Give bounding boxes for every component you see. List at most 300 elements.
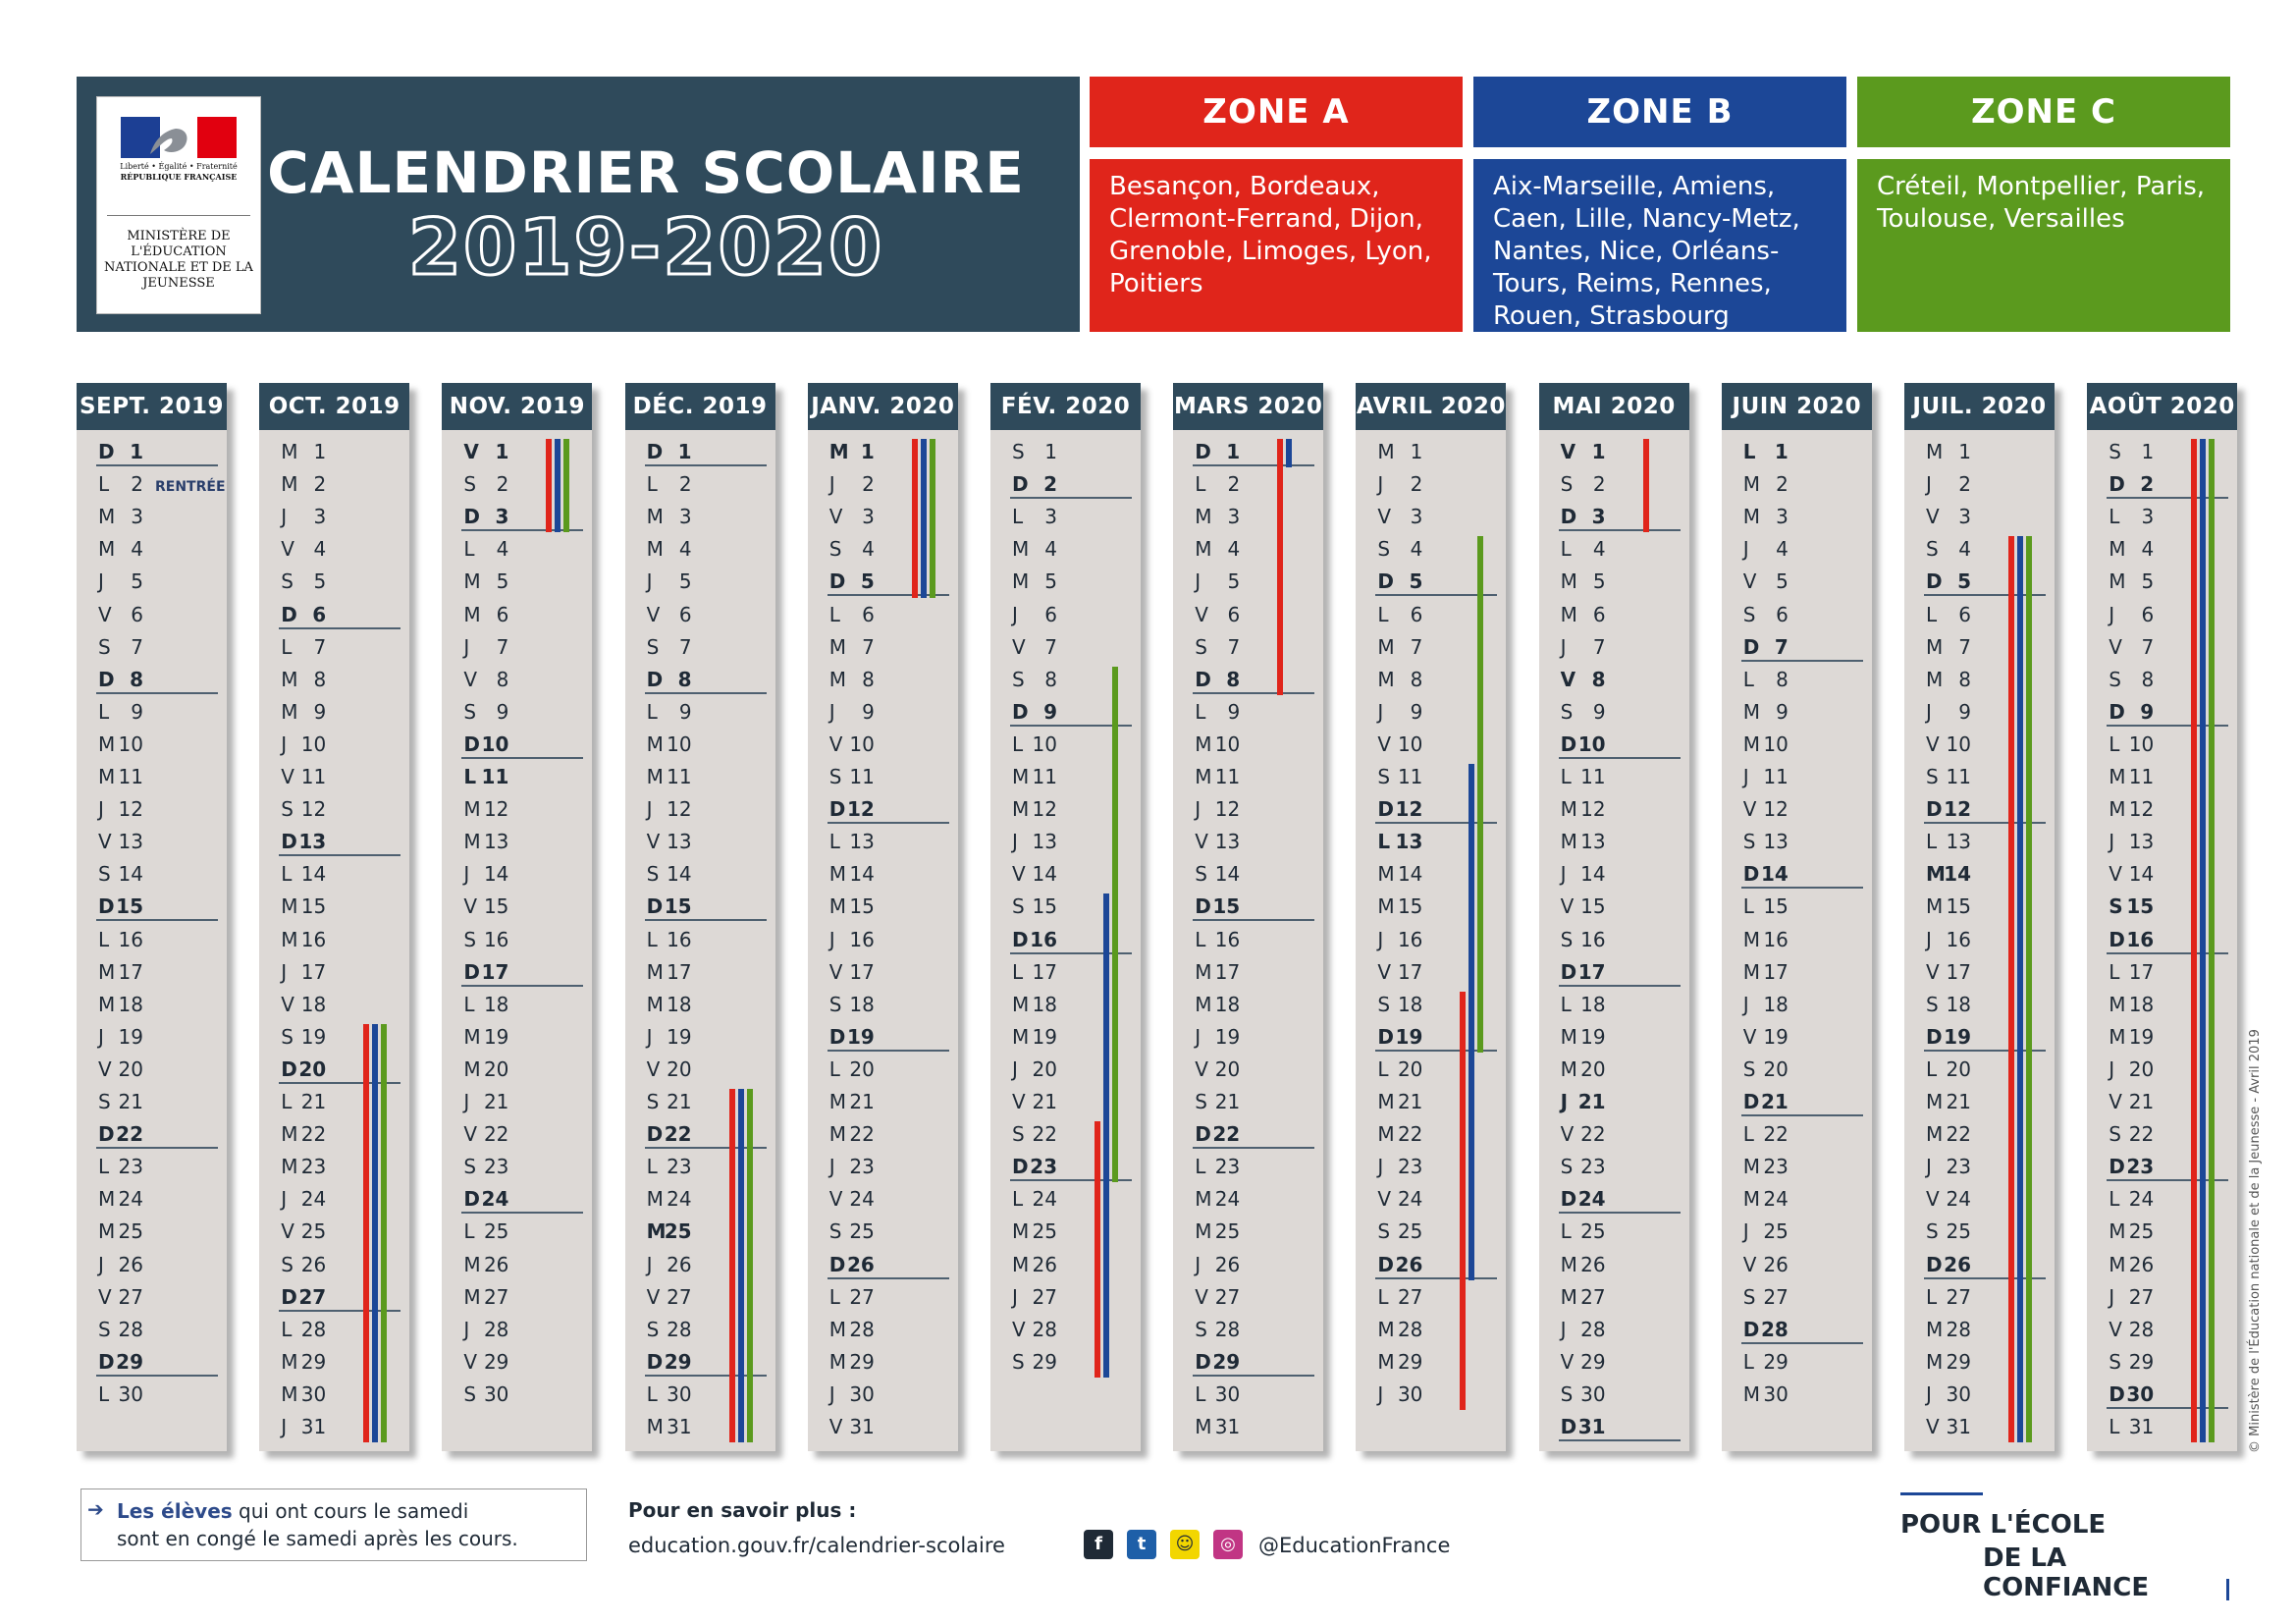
day-row [281,534,326,564]
day-number: 21 [1946,1090,1971,1113]
weekday-letter: L [828,602,840,626]
day-row [2109,1412,2154,1441]
day-number: 8 [677,667,692,691]
week-separator [1193,1375,1314,1377]
weekday-letter: M [1742,959,1761,984]
day-row [1195,1282,1240,1312]
day-row [1561,1412,1606,1441]
day-row [463,534,508,564]
holiday-bar-zone-b [555,439,561,532]
day-number: 22 [1397,1122,1423,1147]
day-row [647,730,692,759]
weekday-letter: M [646,1219,667,1244]
day-number: 29 [1763,1349,1789,1374]
weekday-letter: V [1560,894,1575,919]
weekday-letter: M [1012,537,1030,562]
day-row [98,827,143,856]
weekday-letter: V [828,505,843,529]
day-number: 1 [677,440,692,463]
weekday-letter: S [1742,602,1756,626]
weekday-letter: J [1012,830,1018,854]
day-number: 19 [1763,1024,1789,1049]
day-row [1743,730,1789,759]
weekday-letter: V [463,894,478,919]
weekday-letter: V [646,1284,661,1309]
day-row [281,794,326,824]
day-row [1377,1022,1422,1052]
day-row [1377,762,1422,791]
week-separator [461,757,583,759]
day-number: 20 [1214,1056,1241,1081]
day-number: 30 [1763,1381,1789,1406]
day-row [1012,1184,1057,1214]
day-number: 5 [131,569,143,594]
day-number: 13 [118,830,143,854]
day-number: 7 [1774,634,1789,659]
weekday-letter: S [1742,1056,1756,1081]
day-row [2109,1184,2154,1214]
weekday-letter: J [1560,634,1567,659]
weekday-letter: L [1926,1284,1938,1309]
weekday-letter: J [1012,1056,1018,1081]
day-row [2109,437,2154,466]
day-number: 14 [1032,862,1057,887]
day-number: 20 [667,1056,692,1081]
day-number: 27 [849,1284,875,1309]
holiday-bar-zone-c [1112,667,1118,1183]
weekday-letter: V [828,731,843,756]
weekday-letter: S [98,862,111,887]
day-number: 20 [1397,1056,1423,1081]
day-row [829,1184,875,1214]
weekday-letter: D [98,440,115,463]
day-number: 15 [1397,894,1423,919]
day-row [281,1412,326,1441]
weekday-letter: L [1377,830,1391,854]
snapchat-icon[interactable]: ☺ [1170,1530,1200,1559]
weekday-letter: M [1377,894,1395,919]
day-row [1195,827,1240,856]
weekday-letter: J [281,1415,288,1438]
day-row [1377,437,1422,466]
day-number: 18 [849,992,875,1016]
weekday-letter: V [1742,1252,1757,1276]
weekday-letter: L [1560,537,1572,562]
day-row [2109,1022,2154,1052]
weekday-letter: V [1742,1024,1757,1049]
weekday-letter: S [646,1090,660,1113]
day-row [1743,1217,1789,1246]
day-number: 5 [860,569,875,594]
weekday-letter: S [98,1090,111,1113]
day-row [2109,762,2154,791]
day-row [2109,990,2154,1019]
weekday-letter: M [2109,1252,2126,1276]
day-number: 15 [1580,894,1606,919]
day-row [1195,567,1240,596]
day-number: 7 [496,634,509,659]
day-number: 22 [1763,1122,1789,1147]
weekday-letter: M [1560,602,1577,626]
weekday-letter: S [1926,992,1939,1016]
day-number: 2 [313,472,327,497]
weekday-letter: M [828,667,847,691]
day-number: 26 [483,1252,509,1276]
holiday-bar-zone-c [747,1089,753,1442]
day-row [1926,1087,1971,1116]
ministry-name: MINISTÈRE DE L'ÉDUCATION NATIONALE ET DE LA JEUNESSE [104,229,253,291]
day-number: 7 [1958,634,1971,659]
day-row [1012,632,1057,662]
day-row [98,665,143,694]
day-number: 5 [1957,569,1971,594]
weekday-letter: S [463,927,477,951]
weekday-letter: L [1377,602,1389,626]
day-row [1195,794,1240,824]
weekday-letter: L [1195,1381,1206,1406]
day-row [98,567,143,596]
day-number: 6 [1044,602,1057,626]
weekday-letter: M [98,959,116,984]
month-header: NOV. 2019 [442,383,592,430]
week-separator [461,985,583,987]
day-row [98,1315,143,1344]
day-row [2109,794,2154,824]
day-number: 18 [667,992,692,1016]
day-row [98,437,143,466]
day-number: 12 [1214,797,1241,822]
weekday-letter: V [281,537,294,562]
weekday-letter: M [463,797,481,822]
day-number: 25 [1214,1219,1241,1244]
weekday-letter: V [281,992,294,1016]
weekday-letter: S [2109,1122,2121,1147]
day-number: 27 [2128,1284,2155,1309]
day-row [1743,1380,1789,1409]
day-row [829,957,875,987]
day-row [1377,1347,1422,1377]
day-number: 26 [300,1252,327,1276]
day-row [463,469,508,499]
day-number: 12 [1580,797,1606,822]
day-number: 5 [678,569,692,594]
day-number: 5 [1592,569,1606,594]
day-number: 30 [1397,1381,1423,1406]
saturday-note-line2: sont en congé le samedi après les cours. [117,1527,518,1550]
weekday-letter: L [1195,699,1206,724]
weekday-letter: V [1195,602,1208,626]
day-number: 19 [300,1024,327,1049]
day-number: 13 [2128,830,2155,854]
day-row [1561,1087,1606,1116]
day-number: 15 [1763,894,1789,919]
weekday-letter: J [646,797,653,822]
day-number: 18 [1214,992,1241,1016]
day-row [1561,632,1606,662]
day-number: 25 [300,1219,327,1244]
day-number: 23 [2126,1155,2155,1179]
weekday-letter: D [2109,699,2125,724]
day-row [463,665,508,694]
day-row [829,892,875,921]
day-number: 1 [2141,440,2155,463]
day-number: 9 [1958,699,1971,724]
weekday-letter: L [98,472,110,497]
weekday-letter: S [2109,440,2121,463]
day-row [1012,859,1057,889]
zone-c-header: ZONE C [1857,77,2230,147]
holiday-bar-zone-b [1468,764,1474,1280]
day-row [98,1250,143,1279]
weekday-letter: M [1195,1219,1212,1244]
social-handle[interactable]: @EducationFrance [1258,1534,1451,1557]
week-separator [1559,1212,1681,1214]
day-number: 3 [131,505,143,529]
day-row [281,1152,326,1181]
day-row [647,567,692,596]
weekday-letter: D [463,505,480,529]
day-number: 16 [1946,927,1971,951]
weekday-letter: V [463,440,479,463]
holiday-bar-zone-b [738,1089,744,1442]
day-number: 13 [667,830,692,854]
day-number: 6 [1227,602,1241,626]
ministry-logo [96,96,261,314]
weekday-letter: V [1377,959,1392,984]
day-row [647,665,692,694]
day-row [1377,665,1422,694]
day-row [1561,1152,1606,1181]
weekday-letter: M [646,959,664,984]
weekday-letter: J [98,569,104,594]
weekday-letter: M [98,1219,116,1244]
arrow-right-icon: ➔ [87,1497,104,1521]
day-number: 23 [667,1155,692,1179]
weekday-letter: D [646,1122,664,1147]
day-row [829,600,875,629]
day-number: 19 [2128,1024,2155,1049]
day-row [281,1055,326,1084]
day-number: 19 [1395,1024,1423,1049]
day-row [1195,697,1240,727]
zone-b-cities: Aix-Marseille, Amiens, Caen, Lille, Nancy-Metz, Nantes, Nice, Orléans-Tours, Reims, Rennes, Rouen, Strasbourg [1473,159,1846,332]
weekday-letter: D [1012,699,1029,724]
day-row [647,1184,692,1214]
weekday-letter: D [1195,667,1211,691]
day-row [281,1119,326,1149]
day-row [463,1347,508,1377]
day-row [2109,957,2154,987]
instagram-icon[interactable]: ◎ [1213,1530,1243,1559]
day-row [1561,1347,1606,1377]
weekday-letter: M [1195,1187,1212,1212]
day-row [1561,600,1606,629]
day-row [829,730,875,759]
day-number: 12 [1763,797,1789,822]
day-number: 9 [1776,699,1789,724]
weekday-letter: D [1377,1252,1394,1276]
day-row [1561,1250,1606,1279]
day-number: 14 [1944,862,1971,887]
day-number: 14 [1760,862,1789,887]
day-number: 18 [1032,992,1057,1016]
day-row [1926,859,1971,889]
day-number: 18 [1580,992,1606,1016]
day-row [2109,1250,2154,1279]
day-number: 4 [1410,537,1423,562]
day-row [1743,1087,1789,1116]
day-row [98,1282,143,1312]
day-number: 20 [1580,1056,1606,1081]
day-row [1743,925,1789,954]
week-separator [96,919,218,921]
weekday-letter: M [2109,797,2126,822]
weekday-letter: M [1012,569,1030,594]
day-number: 31 [1214,1415,1241,1438]
day-row [1743,892,1789,921]
day-row [1377,1315,1422,1344]
weekday-letter: L [646,1155,658,1179]
weekday-letter: V [463,1349,478,1374]
day-number: 4 [131,537,143,562]
week-separator [1193,464,1314,466]
day-row [1195,1152,1240,1181]
holiday-bar-zone-a [2008,536,2014,1442]
day-number: 15 [664,894,692,919]
day-number: 14 [849,862,875,887]
day-row [463,1055,508,1084]
day-number: 1 [860,440,875,463]
weekday-letter: V [1560,1122,1575,1147]
day-number: 12 [300,797,327,822]
day-number: 22 [849,1122,875,1147]
day-number: 15 [2126,894,2155,919]
day-number: 15 [116,894,143,919]
day-number: 15 [1032,894,1057,919]
day-row [2109,925,2154,954]
day-row [647,1152,692,1181]
weekday-letter: L [646,472,658,497]
day-number: 22 [116,1122,143,1147]
day-row [647,502,692,531]
weekday-letter: M [281,927,298,951]
weekday-letter: M [828,1317,847,1341]
day-row [1377,1282,1422,1312]
weekday-letter: M [828,894,847,919]
day-number: 2 [1592,472,1606,497]
weekday-letter: S [1742,830,1756,854]
day-row [1195,469,1240,499]
day-number: 18 [1763,992,1789,1016]
day-row [2109,1119,2154,1149]
weekday-letter: L [1742,1349,1754,1374]
weekday-letter: S [2109,667,2121,691]
more-info-link[interactable]: education.gouv.fr/calendrier-scolaire [628,1534,1005,1557]
weekday-letter: J [1742,1219,1749,1244]
facebook-icon[interactable]: f [1084,1530,1113,1559]
weekday-letter: M [1195,959,1212,984]
day-row [1195,957,1240,987]
weekday-letter: D [1195,894,1211,919]
day-row [1926,1315,1971,1344]
day-number: 16 [1214,927,1241,951]
weekday-letter: D [1926,1252,1943,1276]
day-number: 5 [1227,569,1241,594]
day-row [829,925,875,954]
weekday-letter: L [281,862,293,887]
weekday-letter: J [646,569,653,594]
day-row [1195,859,1240,889]
day-row [647,600,692,629]
weekday-letter: J [828,927,835,951]
day-row [463,1184,508,1214]
day-row [463,859,508,889]
day-row [1012,1217,1057,1246]
day-row [1743,1282,1789,1312]
day-row [829,632,875,662]
weekday-letter: L [1742,440,1756,463]
day-number: 11 [849,765,875,788]
day-number: 9 [1043,699,1057,724]
day-row [463,892,508,921]
month-column [990,383,1141,1451]
twitter-icon[interactable]: t [1127,1530,1156,1559]
day-number: 18 [483,992,509,1016]
weekday-letter: J [463,1090,470,1113]
month-column [808,383,958,1451]
day-number: 25 [1763,1219,1789,1244]
day-number: 19 [846,1024,875,1049]
day-row [1377,957,1422,987]
day-row [1561,1184,1606,1214]
weekday-letter: D [1377,797,1394,822]
weekday-letter: D [2109,472,2125,497]
day-number: 13 [483,830,509,854]
weekday-letter: M [463,602,481,626]
weekday-letter: J [2109,602,2115,626]
weekday-letter: D [98,894,115,919]
day-number: 19 [1214,1024,1241,1049]
day-number: 26 [1032,1252,1057,1276]
day-number: 28 [1032,1317,1057,1341]
weekday-letter: D [98,1122,115,1147]
week-separator [1741,660,1863,662]
day-row [463,990,508,1019]
week-separator [645,464,767,466]
day-number: 14 [1580,862,1606,887]
weekday-letter: V [281,765,294,788]
day-row [2109,730,2154,759]
weekday-letter: M [1377,1122,1395,1147]
weekday-letter: D [1560,505,1577,529]
day-number: 18 [118,992,143,1016]
weekday-letter: V [1926,505,1940,529]
day-row [1561,1315,1606,1344]
day-row [1195,502,1240,531]
day-number: 29 [2128,1349,2155,1374]
page-years: 2019-2020 [407,204,884,293]
week-separator [1559,757,1681,759]
weekday-letter: S [2109,1349,2121,1374]
day-row [1926,1152,1971,1181]
day-number: 9 [496,699,509,724]
day-number: 15 [1212,894,1241,919]
day-row [1926,1055,1971,1084]
day-row [2109,1055,2154,1084]
day-row [1012,892,1057,921]
day-row [1012,469,1057,499]
weekday-letter: S [1012,667,1025,691]
